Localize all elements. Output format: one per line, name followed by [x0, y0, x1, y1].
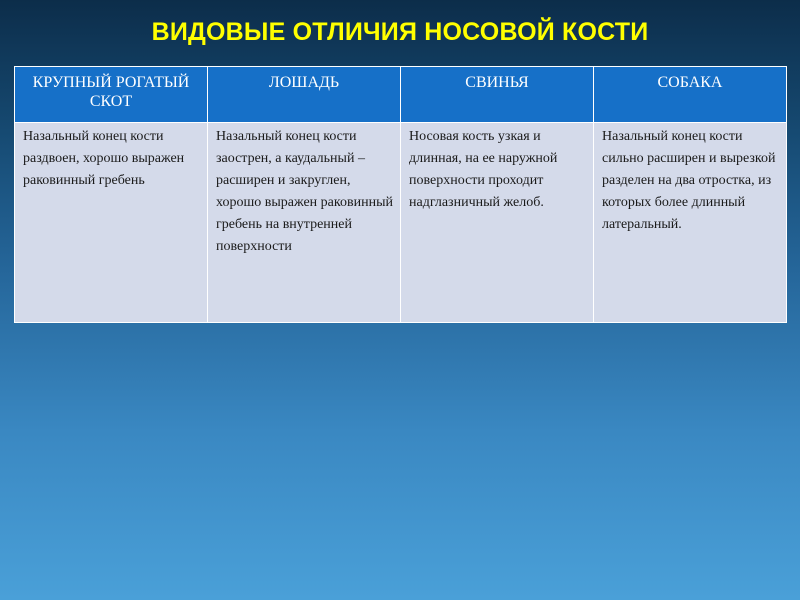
cell-pig-description: Носовая кость узкая и длинная, на ее наружной поверхности проходит надглазничный желоб.	[401, 123, 594, 323]
cell-horse-description: Назальный конец кости заострен, а каудальный – расширен и закруглен, хорошо выражен раковинный гребень на внутренней поверхности	[208, 123, 401, 323]
cell-dog-description: Назальный конец кости сильно расширен и вырезкой разделен на два отростка, из которых более длинный латеральный.	[594, 123, 787, 323]
slide-title: ВИДОВЫЕ ОТЛИЧИЯ НОСОВОЙ КОСТИ	[151, 18, 649, 46]
column-header-cattle: КРУПНЫЙ РОГАТЫЙ СКОТ	[15, 67, 208, 123]
table-header-row	[15, 67, 787, 123]
table-row	[15, 123, 787, 323]
column-header-horse: ЛОШАДЬ	[208, 67, 401, 123]
species-comparison-table	[14, 66, 787, 323]
column-header-pig: СВИНЬЯ	[401, 67, 594, 123]
cell-cattle-description: Назальный конец кости раздвоен, хорошо выражен раковинный гребень	[15, 123, 208, 323]
column-header-dog: СОБАКА	[594, 67, 787, 123]
